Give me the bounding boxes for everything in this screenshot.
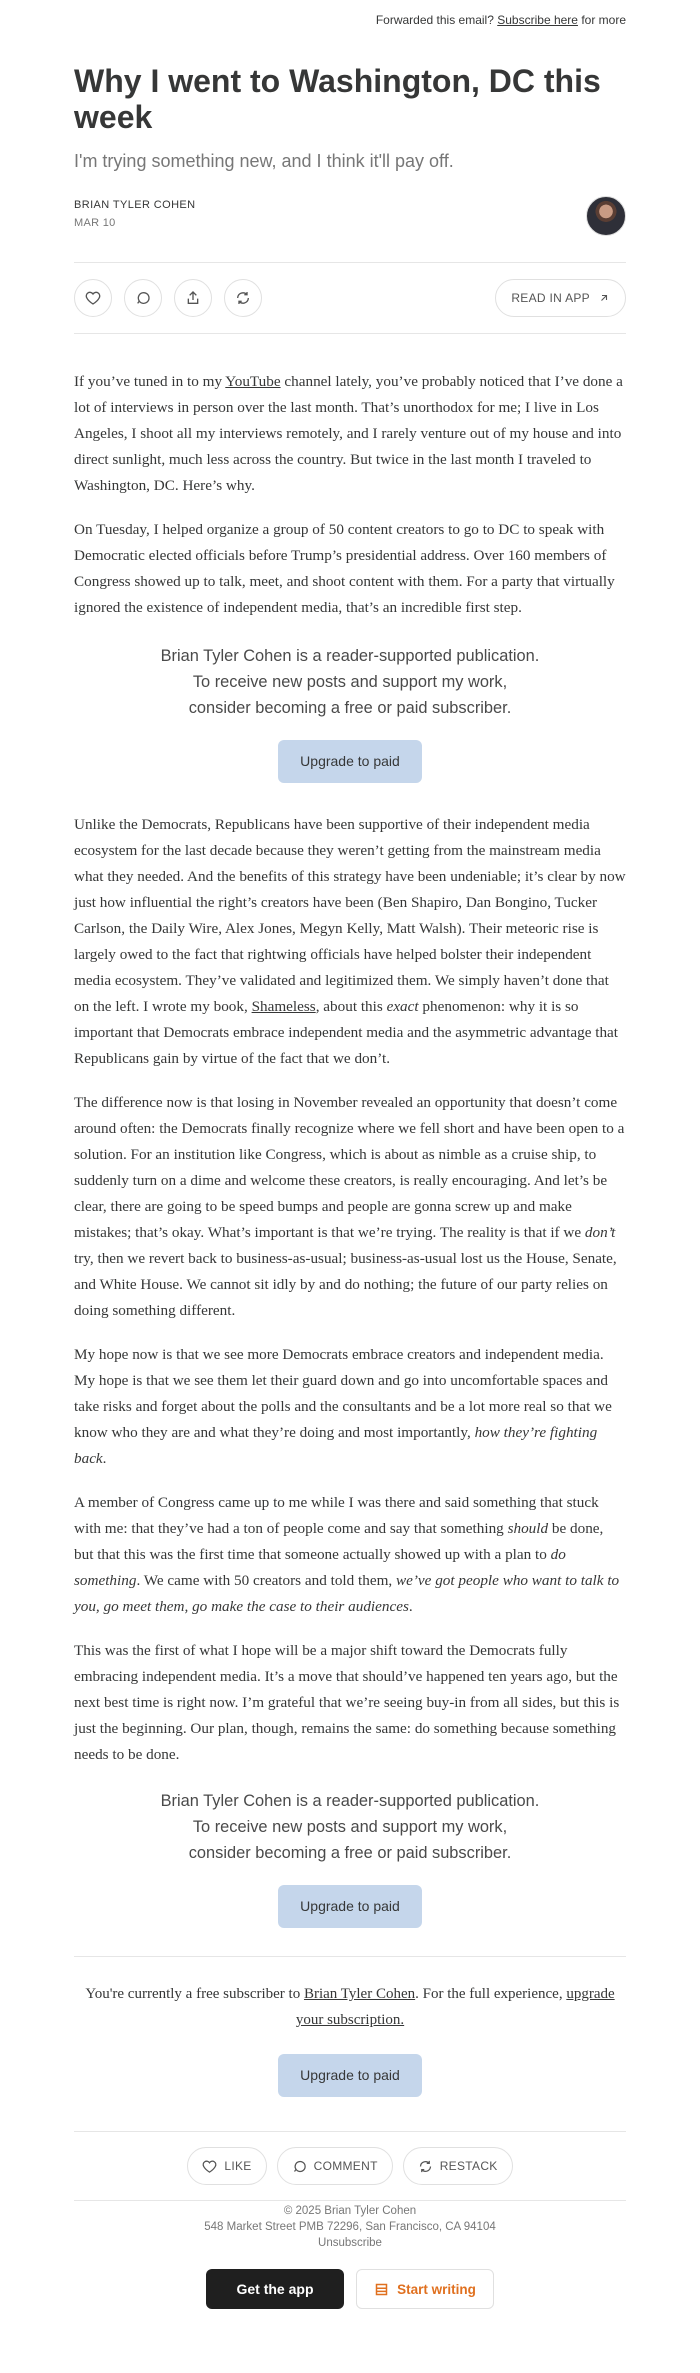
footer <box>74 2203 626 2251</box>
author-name[interactable]: BRIAN TYLER COHEN <box>74 199 196 211</box>
youtube-link[interactable]: YouTube <box>225 373 281 390</box>
free-subscriber-note: You're currently a free subscriber to Brian Tyler Cohen. For the full experience, upgrade your subscription. <box>85 1986 615 2028</box>
copyright: © 2025 Brian Tyler Cohen <box>283 2205 417 2217</box>
upgrade-subscription-link[interactable]: upgrade your subscription. <box>295 1986 615 2028</box>
read-in-app-button[interactable]: READ IN APP <box>495 279 626 317</box>
paragraph-3: Unlike the Democrats, Republicans have been supportive of their independent media ecosystem for the last decade because they weren’t getting from the mainstream media what they needed. And the benefits of this strategy have been undeniable; it’s clear by now just how influential the right’s creators have been (Ben Shapiro, Dan Bongino, Tucker Carlson, the Daily Wire, Alex Jones, Megyn Kelly, Matt Walsh). Their meteoric rise is largely owed to the fact that rightwing officials have helped bolster their independent media ecosystem. They’ve validated and legitimized them. We simply haven’t done that on the left. I wrote my book, Shameless, about this exact phenomenon: why it is so important that Democrats embrace independent media and the asymmetric advantage that Republicans gain by virtue of the fact that we don’t. <box>74 816 626 1067</box>
publication-link[interactable]: Brian Tyler Cohen <box>303 1986 416 2002</box>
post-body <box>74 369 626 621</box>
address: 548 Market Street PMB 72296, San Francisco, CA 94104 <box>204 2221 496 2233</box>
like-button[interactable] <box>74 279 112 317</box>
forwarded-note: Forwarded this email? Subscribe here for more <box>375 13 626 27</box>
divider <box>74 1956 626 1957</box>
footer-buttons <box>74 2269 626 2309</box>
paragraph-1: If you’ve tuned in to my YouTube channel lately, you’ve probably noticed that I’ve done a lot of interviews in person over the last month. That’s unorthodox for me; I live in Los Angeles, I shoot all my interviews remotely, and I rarely venture out of my house and into direct sunlight, much less across the country. But twice in the last month I traveled to Washington, DC. Here’s why. <box>74 373 623 494</box>
subscribe-here-link[interactable]: Subscribe here <box>497 13 578 27</box>
byline <box>74 196 626 242</box>
comment-button[interactable] <box>124 279 162 317</box>
upgrade-to-paid-button[interactable]: Upgrade to paid <box>278 1885 422 1928</box>
post-date: MAR 10 <box>74 217 116 229</box>
subscribe-box <box>74 643 626 783</box>
restack-pill-button[interactable]: RESTACK <box>403 2147 513 2185</box>
content-column <box>74 0 626 2309</box>
shameless-book-link[interactable]: Shameless <box>251 998 316 1015</box>
paragraph-4: The difference now is that losing in November revealed an opportunity that doesn’t come around often: the Democrats finally recognize where we fell short and have been open to a solution. For an institution like Congress, which is about as nimble as a cruise ship, to suddenly turn on a dime and welcome these creators, is really encouraging. And let’s be clear, there are going to be speed bumps and people are gonna screw up and make mistakes; that’s okay. What’s important is that we’re trying. The reality is that if we don’t try, then we revert back to business-as-usual; business-as-usual lost us the House, Senate, and White House. We cannot sit idly by and do nothing; the future of our party relies on doing something different. <box>74 1094 625 1319</box>
share-button[interactable] <box>174 279 212 317</box>
paragraph-2: On Tuesday, I helped organize a group of 50 content creators to go to DC to speak with Democratic elected officials before Trump’s presidential address. Over 160 members of Congress showed up to talk, meet, and shoot content with them. For a party that virtually ignored the existence of independent media, that’s an incredible first step. <box>74 521 615 616</box>
like-pill-button[interactable]: LIKE <box>187 2147 266 2185</box>
upgrade-to-paid-button[interactable]: Upgrade to paid <box>278 2054 422 2097</box>
post-action-bar <box>74 262 626 334</box>
paragraph-6: A member of Congress came up to me while I was there and said something that stuck with me: that they’ve had a ton of people come and say that something should be done, but that this was the first time that someone actually showed up with a plan to do something. We came with 50 creators and told them, we’ve got people who want to talk to you, go meet them, go make the case to their audiences. <box>74 1494 620 1615</box>
post-subtitle: I'm trying something new, and I think it'll pay off. <box>74 151 454 171</box>
restack-icon <box>235 290 251 306</box>
subscribe-message: Brian Tyler Cohen is a reader-supported publication. To receive new posts and support my work, consider becoming a free or paid subscriber. <box>160 1792 540 1862</box>
comment-pill-button[interactable]: COMMENT <box>277 2147 393 2185</box>
unsubscribe-link[interactable]: Unsubscribe <box>318 2237 382 2249</box>
heart-icon <box>202 2159 217 2174</box>
upgrade-to-paid-button[interactable]: Upgrade to paid <box>278 740 422 783</box>
comment-icon <box>135 290 151 306</box>
heart-icon <box>85 290 101 306</box>
restack-icon <box>418 2159 433 2174</box>
divider <box>74 2131 626 2132</box>
restack-button[interactable] <box>224 279 262 317</box>
subscribe-box-bottom <box>74 1788 626 1928</box>
comment-icon <box>292 2159 307 2174</box>
arrow-up-right-icon <box>598 292 610 304</box>
divider <box>74 2200 626 2201</box>
author-avatar[interactable] <box>586 196 626 236</box>
paragraph-7: This was the first of what I hope will be a major shift toward the Democrats fully embracing independent media. It’s a move that should’ve happened ten years ago, but the next best time is right now. I’m grateful that we’re seeing buy-in from all sides, but this is just the beginning. Our plan, though, remains the same: do something because something needs to be done. <box>74 1642 620 1763</box>
pen-square-icon <box>374 2282 389 2297</box>
get-the-app-button[interactable]: Get the app <box>206 2269 344 2309</box>
subscribe-message: Brian Tyler Cohen is a reader-supported publication. To receive new posts and support my work, consider becoming a free or paid subscriber. <box>160 647 540 717</box>
paragraph-5: My hope now is that we see more Democrats embrace creators and independent media. My hope is that we see them let their guard down and go into uncomfortable spaces and take risks and forget about the polls and the consultants and be a lot more real so that we know who they are and what they’re doing and most importantly, how they’re fighting back. <box>74 1346 612 1467</box>
post-body-continued <box>74 812 626 1768</box>
engagement-bar <box>74 2147 626 2185</box>
start-writing-button[interactable]: Start writing <box>356 2269 494 2309</box>
share-icon <box>185 290 201 306</box>
post-title[interactable]: Why I went to Washington, DC this week <box>74 63 601 135</box>
